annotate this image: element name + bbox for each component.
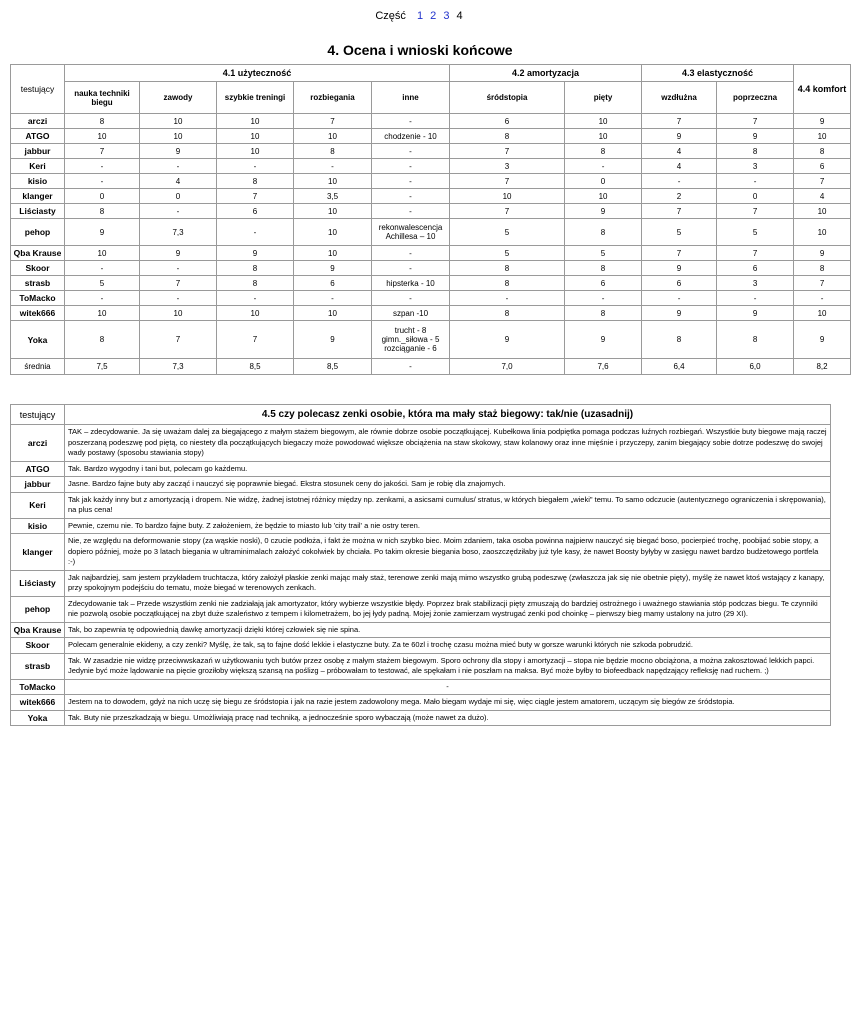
header-comfort: 4.4 komfort	[794, 65, 851, 114]
average-cell: 7,6	[565, 359, 642, 375]
rating-cell: -	[140, 261, 217, 276]
rating-cell: 6	[565, 276, 642, 291]
rating-cell: rekonwalescencja Achillesa – 10	[372, 219, 450, 246]
rating-cell: 4	[642, 144, 717, 159]
average-cell: 7,5	[65, 359, 140, 375]
table-row	[11, 477, 831, 493]
rating-cell: 7	[450, 174, 565, 189]
table-row	[11, 679, 831, 695]
header-cushioning: 4.2 amortyzacja	[450, 65, 642, 82]
rating-cell: -	[140, 204, 217, 219]
rating-cell: 7	[642, 114, 717, 129]
table-row	[11, 596, 831, 622]
recommendation-text: Zdecydowanie tak – Przede wszystkim zenki nie zadziałają jak amortyzator, który wybierze wszystkie błędy. Poprzez brak stabilizacji pięty zmuszają do bardziej ostrożnego i uważnego stawiania stóp podczas biegu. Te czynniki nie pozwolą osobie początkującej na zbyt duże szaleństwo z tempem i kilometrażem, bo jej łydy padną. Mojej żonie zamierzam wystrugać zenki pod choinkę – pierwszy bieg mamy ustalony na jutro (29 XI).	[65, 596, 831, 622]
table-row	[11, 246, 851, 261]
tester-name: jabbur	[11, 477, 65, 493]
rating-cell: 8	[450, 276, 565, 291]
subheader: poprzeczna	[717, 82, 794, 114]
average-cell: 6,4	[642, 359, 717, 375]
tester-name: Keri	[11, 159, 65, 174]
table-row	[11, 261, 851, 276]
rating-cell: 8	[217, 174, 294, 189]
rating-cell: 0	[717, 189, 794, 204]
rating-cell: -	[794, 291, 851, 306]
rating-cell: 10	[294, 129, 372, 144]
tester-name: Qba Krause	[11, 622, 65, 638]
rating-cell: 7	[140, 276, 217, 291]
rating-cell: -	[294, 159, 372, 174]
subheader: pięty	[565, 82, 642, 114]
tester-name: jabbur	[11, 144, 65, 159]
rating-cell: -	[372, 144, 450, 159]
rating-cell: 9	[642, 306, 717, 321]
tester-name: ToMacko	[11, 291, 65, 306]
rating-cell: 9	[140, 246, 217, 261]
recommendation-text: Jestem na to dowodem, gdyż na nich uczę się biegu ze śródstopia i jak na razie jestem zadowolony mega. Mało biegam wydaje mi się, więc ciągle jestem amatorem, uczącym się biegów ze śródstopia.	[65, 695, 831, 711]
rating-cell: 8	[717, 321, 794, 359]
subheader: inne	[372, 82, 450, 114]
recommendation-text: Pewnie, czemu nie. To bardzo fajne buty. Z założeniem, że będzie to miasto lub 'city trail' a nie ostry teren.	[65, 518, 831, 534]
rating-cell: 5	[717, 219, 794, 246]
average-cell: -	[372, 359, 450, 375]
table-row	[11, 219, 851, 246]
header-usefulness: 4.1 użyteczność	[65, 65, 450, 82]
tester-name: witek666	[11, 306, 65, 321]
rating-cell: chodzenie - 10	[372, 129, 450, 144]
rating-cell: 9	[794, 321, 851, 359]
rating-cell: 10	[794, 219, 851, 246]
rating-cell: 9	[217, 246, 294, 261]
tester-name: Qba Krause	[11, 246, 65, 261]
rating-cell: 7	[294, 114, 372, 129]
recommendation-text: Tak, bo zapewnia tę odpowiednią dawkę amortyzacji dzięki której człowiek się nie spina.	[65, 622, 831, 638]
rating-cell: 10	[565, 114, 642, 129]
table-row	[11, 695, 831, 711]
recommendation-text: Tak. W zasadzie nie widzę przeciwwskazań w użytkowaniu tych butów przez osobę z małym stażem biegowym. Sporo ochrony dla stopy i amortyzacji – stopa nie będzie mocno obciążona, a można zakosztować lekkich papci. Jedynie być może lądowanie na pięcie groziłoby większą szansą na poślizg – próbowałam to testować, ale spękałam i nie poszłam na maksa. Być może byłby to biofeedback napędzający refleksję nad ruchem. ;)	[65, 653, 831, 679]
table-row	[11, 321, 851, 359]
recommendation-text: -	[65, 679, 831, 695]
rating-cell: 0	[140, 189, 217, 204]
recommendation-text: Polecam generalnie ekideny, a czy zenki? Myślę, że tak, są to fajne dość lekkie i elastyczne buty. Za te 60zl i trochę czasu można mieć buty w gorsze warunki których nie szkoda pobrudzić.	[65, 638, 831, 654]
rating-cell: -	[65, 159, 140, 174]
rating-cell: 5	[450, 219, 565, 246]
average-cell: 7,3	[140, 359, 217, 375]
rating-cell: 7	[794, 276, 851, 291]
table-row	[11, 306, 851, 321]
rating-cell: -	[450, 291, 565, 306]
rating-cell: 7	[717, 114, 794, 129]
table-row	[11, 189, 851, 204]
rating-cell: 9	[794, 114, 851, 129]
rating-cell: trucht - 8 gimn._siłowa - 5 rozciąganie - 6	[372, 321, 450, 359]
tester-name: Yoka	[11, 710, 65, 726]
rating-cell: -	[140, 159, 217, 174]
rating-cell: 0	[565, 174, 642, 189]
recommendation-text: Jak najbardziej, sam jestem przykładem truchtacza, który założył płaskie zenki mając mały staż, terenowe zenki mają mimo wszystko grubą podeszwę (zwłaszcza jak się nie obetnie pięty), myślę że nawet ktoś wstający z kanapy, przy spokojnym podejściu do tematu, może biegać w terenowych zenkach.	[65, 570, 831, 596]
average-label: średnia	[11, 359, 65, 375]
rating-cell: -	[65, 291, 140, 306]
tester-name: arczi	[11, 425, 65, 462]
subheader: nauka techniki biegu	[65, 82, 140, 114]
tester-name: Skoor	[11, 261, 65, 276]
table-row	[11, 638, 831, 654]
rating-cell: -	[642, 291, 717, 306]
tester-name: klanger	[11, 189, 65, 204]
tester-name: strasb	[11, 653, 65, 679]
rating-cell: 0	[65, 189, 140, 204]
header-question: 4.5 czy polecasz zenki osobie, która ma mały staż biegowy: tak/nie (uzasadnij)	[65, 405, 831, 425]
rating-cell: 6	[450, 114, 565, 129]
rating-cell: 8	[565, 144, 642, 159]
rating-cell: 8	[294, 144, 372, 159]
page-link-2[interactable]: 2	[430, 10, 437, 22]
rating-cell: 10	[294, 246, 372, 261]
rating-cell: 7	[217, 321, 294, 359]
rating-cell: 8	[217, 276, 294, 291]
tester-name: kisio	[11, 518, 65, 534]
rating-cell: 8	[717, 144, 794, 159]
rating-cell: 10	[294, 219, 372, 246]
rating-cell: 9	[717, 129, 794, 144]
rating-cell: -	[717, 174, 794, 189]
rating-cell: -	[372, 159, 450, 174]
tester-name: pehop	[11, 219, 65, 246]
rating-cell: 7	[217, 189, 294, 204]
rating-cell: 3	[717, 276, 794, 291]
rating-cell: 9	[140, 144, 217, 159]
rating-cell: 8	[450, 261, 565, 276]
average-cell: 8,2	[794, 359, 851, 375]
subheader: wzdłużna	[642, 82, 717, 114]
rating-cell: 10	[140, 129, 217, 144]
rating-cell: 8	[565, 306, 642, 321]
rating-cell: 8	[217, 261, 294, 276]
rating-cell: 6	[642, 276, 717, 291]
rating-cell: 9	[450, 321, 565, 359]
rating-cell: 10	[565, 189, 642, 204]
rating-cell: -	[217, 159, 294, 174]
rating-cell: 6	[217, 204, 294, 219]
rating-cell: 7	[642, 246, 717, 261]
table-row	[11, 276, 851, 291]
table-row	[11, 622, 831, 638]
page-title: 4. Ocena i wnioski końcowe	[327, 42, 513, 58]
tester-name: arczi	[11, 114, 65, 129]
rating-cell: 3,5	[294, 189, 372, 204]
table-row	[11, 492, 831, 518]
tester-name: ATGO	[11, 461, 65, 477]
rating-cell: 10	[65, 246, 140, 261]
rating-cell: -	[65, 174, 140, 189]
recommendation-text: Tak jak każdy inny but z amortyzacją i dropem. Nie widzę, żadnej istotnej różnicy między np. zenkami, a asicsami cumulus/ stratus, w których biegałem „wieki" temu. To samo odczucie (autentycznego ograniczenia i skrępowania), na plus cena!	[65, 492, 831, 518]
rating-cell: 7	[717, 246, 794, 261]
rating-cell: -	[642, 174, 717, 189]
rating-cell: -	[372, 261, 450, 276]
table-row	[11, 518, 831, 534]
table-row	[11, 159, 851, 174]
rating-cell: 4	[642, 159, 717, 174]
rating-cell: 10	[294, 306, 372, 321]
rating-cell: 9	[294, 261, 372, 276]
rating-cell: -	[217, 219, 294, 246]
tester-name: Liściasty	[11, 570, 65, 596]
rating-cell: 10	[794, 129, 851, 144]
rating-cell: 5	[450, 246, 565, 261]
rating-cell: 7	[450, 144, 565, 159]
table-row	[11, 291, 851, 306]
average-row	[11, 359, 851, 375]
tester-name: Skoor	[11, 638, 65, 654]
rating-cell: -	[217, 291, 294, 306]
tester-name: klanger	[11, 534, 65, 571]
rating-cell: 8	[642, 321, 717, 359]
rating-cell: 10	[217, 144, 294, 159]
rating-cell: 9	[794, 246, 851, 261]
rating-cell: 10	[450, 189, 565, 204]
average-cell: 8,5	[217, 359, 294, 375]
tester-name: Keri	[11, 492, 65, 518]
rating-cell: -	[140, 291, 217, 306]
rating-cell: -	[565, 159, 642, 174]
table-row	[11, 461, 831, 477]
rating-cell: 7	[717, 204, 794, 219]
page-link-3[interactable]: 3	[443, 10, 450, 22]
table-row	[11, 653, 831, 679]
rating-cell: 10	[65, 306, 140, 321]
rating-cell: 8	[450, 306, 565, 321]
rating-cell: 6	[794, 159, 851, 174]
tester-name: Yoka	[11, 321, 65, 359]
rating-cell: 7	[794, 174, 851, 189]
rating-cell: 5	[642, 219, 717, 246]
tester-name: Liściasty	[11, 204, 65, 219]
subheader: rozbiegania	[294, 82, 372, 114]
rating-cell: 9	[294, 321, 372, 359]
header-tester: testujący	[11, 65, 65, 114]
rating-cell: 10	[65, 129, 140, 144]
rating-cell: -	[372, 204, 450, 219]
subheader: śródstopia	[450, 82, 565, 114]
tester-name: ATGO	[11, 129, 65, 144]
rating-cell: 7	[642, 204, 717, 219]
rating-cell: 4	[794, 189, 851, 204]
recommendation-text: Tak. Bardzo wygodny i tani but, polecam go każdemu.	[65, 461, 831, 477]
rating-cell: 10	[294, 174, 372, 189]
rating-cell: 8	[65, 321, 140, 359]
rating-cell: 10	[217, 306, 294, 321]
recommendation-text: TAK – zdecydowanie. Ja się uważam dalej za biegającego z małym stażem biegowym, ale równie dobrze osobie początkującej. Kubełkowa linia podpiętka pomaga podczas luźnych rozbiegań. Wszystkie buty biegowe mają raczej poszerzaną podeszwę pod piętą, co niestety dla początkujących biegaczy może powodować większe obciążenia na staw skokowy, staw kolanowy oraz inne mięśnie i przyczepy, zanim biegający sobie dotrze podeszwę do swojej wady postawy (sposobu stawiania stopy)	[65, 425, 831, 462]
rating-cell: hipsterka - 10	[372, 276, 450, 291]
rating-cell: -	[65, 261, 140, 276]
recommendation-text: Jasne. Bardzo fajne buty aby zacząć i nauczyć się poprawnie biegać. Ekstra stosunek ceny do jakości. Sam je robię dla znajomych.	[65, 477, 831, 493]
table-row	[11, 114, 851, 129]
rating-cell: 5	[65, 276, 140, 291]
table-row	[11, 534, 831, 571]
tester-name: witek666	[11, 695, 65, 711]
average-cell: 8,5	[294, 359, 372, 375]
rating-cell: 9	[642, 261, 717, 276]
rating-cell: -	[294, 291, 372, 306]
rating-cell: -	[372, 114, 450, 129]
recommendation-text: Nie, ze względu na deformowanie stopy (za wąskie noski), 0 czucie podłoża, i fakt że można w nich szybko biec. Moim zdaniem, taka osoba powinna najpierw nauczyć się biegać boso, pocierpieć trochę, poobijać sobie stopy, a dopiero później, może po 3 latach biegania w ultraminimalach założyć cokolwiek by chciała. Po takim okresie biegania boso, zaoszczędziłaby już tyle kasy, że nawet Boosty byłyby w zasięgu nawet bardzo budżetowego portfela :-)	[65, 534, 831, 571]
rating-cell: 5	[565, 246, 642, 261]
rating-cell: 10	[565, 129, 642, 144]
pagination	[0, 10, 840, 22]
recommendation-table	[10, 404, 831, 726]
rating-cell: 8	[450, 129, 565, 144]
rating-cell: 4	[140, 174, 217, 189]
rating-cell: -	[372, 189, 450, 204]
rating-cell: -	[372, 174, 450, 189]
rating-cell: 6	[294, 276, 372, 291]
rating-cell: 7	[450, 204, 565, 219]
table-row	[11, 425, 831, 462]
rating-cell: 9	[565, 204, 642, 219]
header-tester-2: testujący	[11, 405, 65, 425]
ratings-table	[10, 64, 851, 375]
rating-cell: 8	[565, 261, 642, 276]
rating-cell: 10	[217, 129, 294, 144]
rating-cell: 10	[794, 204, 851, 219]
rating-cell: -	[372, 291, 450, 306]
rating-cell: 10	[140, 114, 217, 129]
pagination-label: Część	[375, 10, 406, 22]
rating-cell: 10	[140, 306, 217, 321]
average-cell: 6,0	[717, 359, 794, 375]
recommendation-text: Tak. Buty nie przeszkadzają w biegu. Umożliwiają pracę nad techniką, a jednocześnie sporo wybaczają (może nawet za dużo).	[65, 710, 831, 726]
rating-cell: -	[565, 291, 642, 306]
rating-cell: 7	[140, 321, 217, 359]
subheader: zawody	[140, 82, 217, 114]
tester-name: pehop	[11, 596, 65, 622]
header-flexibility: 4.3 elastyczność	[642, 65, 794, 82]
table-row	[11, 144, 851, 159]
rating-cell: 8	[65, 204, 140, 219]
rating-cell: 8	[794, 261, 851, 276]
table-row	[11, 174, 851, 189]
rating-cell: 2	[642, 189, 717, 204]
rating-cell: -	[717, 291, 794, 306]
rating-cell: 7,3	[140, 219, 217, 246]
current-page: 4	[456, 10, 463, 22]
table-row	[11, 204, 851, 219]
tester-name: strasb	[11, 276, 65, 291]
rating-cell: 3	[450, 159, 565, 174]
rating-cell: 10	[794, 306, 851, 321]
rating-cell: 9	[642, 129, 717, 144]
rating-cell: 3	[717, 159, 794, 174]
tester-name: ToMacko	[11, 679, 65, 695]
table-row	[11, 129, 851, 144]
page-link-1[interactable]: 1	[416, 10, 424, 22]
rating-cell: -	[372, 246, 450, 261]
rating-cell: 6	[717, 261, 794, 276]
rating-cell: 9	[65, 219, 140, 246]
rating-cell: 8	[794, 144, 851, 159]
rating-cell: 8	[565, 219, 642, 246]
subheader: szybkie treningi	[217, 82, 294, 114]
rating-cell: 10	[217, 114, 294, 129]
tester-name: kisio	[11, 174, 65, 189]
table-row	[11, 570, 831, 596]
rating-cell: 8	[65, 114, 140, 129]
rating-cell: 9	[565, 321, 642, 359]
rating-cell: 7	[65, 144, 140, 159]
rating-cell: 10	[294, 204, 372, 219]
rating-cell: 9	[717, 306, 794, 321]
table-row	[11, 710, 831, 726]
rating-cell: szpan -10	[372, 306, 450, 321]
average-cell: 7,0	[450, 359, 565, 375]
